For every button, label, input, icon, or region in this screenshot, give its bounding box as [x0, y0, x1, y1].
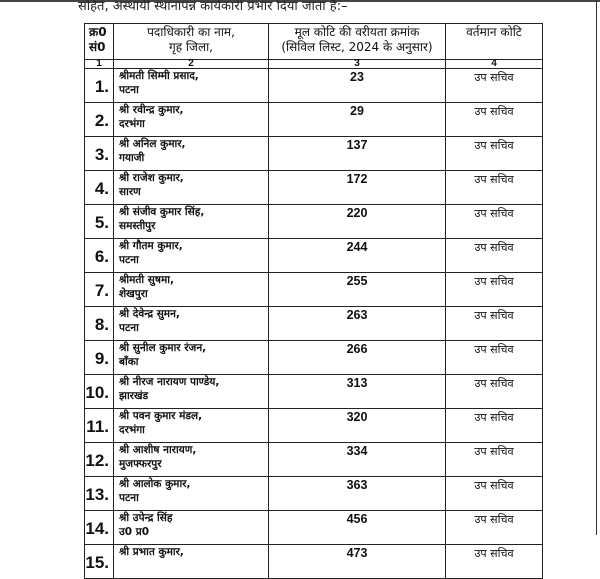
home-district: पटना [119, 492, 139, 504]
home-district: समस्तीपुर [119, 220, 156, 232]
column-number: 1 [85, 60, 114, 69]
seniority-number: 172 [269, 171, 446, 205]
current-post: उप सचिव [446, 137, 543, 171]
serial-number: 15. [85, 545, 114, 579]
current-post: उप सचिव [446, 103, 543, 137]
home-district: मुजफ्फरपुर [119, 458, 162, 470]
home-district: सारण [119, 186, 141, 198]
serial-number: 14. [85, 511, 114, 545]
header-name [114, 24, 269, 60]
header-seniority [269, 24, 446, 60]
officer-name: श्रीमती सिम्मी प्रसाद, [119, 70, 199, 82]
home-district: उ0 प्र0 [119, 526, 149, 538]
serial-number: 3. [85, 137, 114, 171]
current-post: उप सचिव [446, 69, 543, 103]
officer-cell [114, 477, 269, 511]
header-name-line2: गृह जिला, [168, 40, 213, 54]
current-post: उप सचिव [446, 477, 543, 511]
header-post [446, 24, 543, 60]
current-post: उप सचिव [446, 171, 543, 205]
seniority-number: 263 [269, 307, 446, 341]
serial-number: 9. [85, 341, 114, 375]
officer-cell [114, 171, 269, 205]
home-district: शेखपुरा [119, 288, 148, 300]
table-row [85, 409, 543, 443]
header-seniority-line1: मूल कोटि की वरीयता क्रमांक [294, 25, 420, 39]
officer-name: श्री पवन कुमार मंडल, [119, 410, 203, 422]
serial-number: 11. [85, 409, 114, 443]
officer-cell [114, 103, 269, 137]
table-row [85, 171, 543, 205]
column-number: 2 [114, 60, 269, 69]
header-serial [85, 24, 114, 60]
officer-name: श्री अनिल कुमार, [119, 138, 186, 150]
current-post: उप सचिव [446, 205, 543, 239]
current-post: उप सचिव [446, 443, 543, 477]
table-row [85, 307, 543, 341]
seniority-number: 334 [269, 443, 446, 477]
officer-cell [114, 409, 269, 443]
header-seniority-line2: (सिविल लिस्ट, 2024 के अनुसार) [281, 40, 433, 54]
officer-cell [114, 69, 269, 103]
officer-name: श्री उपेन्द्र सिंह [119, 512, 173, 524]
current-post: उप सचिव [446, 375, 543, 409]
serial-number: 12. [85, 443, 114, 477]
seniority-number: 473 [269, 545, 446, 579]
table-row [85, 273, 543, 307]
seniority-number: 255 [269, 273, 446, 307]
officer-name: श्रीमती सुषमा, [119, 274, 174, 286]
header-row [85, 24, 543, 60]
column-number-row [85, 60, 543, 69]
serial-number: 7. [85, 273, 114, 307]
officer-name: श्री आलोक कुमार, [119, 478, 191, 490]
officer-name: श्री सुनील कुमार रंजन, [119, 342, 207, 354]
officer-name: श्री गौतम कुमार, [119, 240, 183, 252]
header-name-line1: पदाधिकारी का नाम, [147, 25, 235, 39]
officer-cell [114, 137, 269, 171]
officer-cell [114, 341, 269, 375]
home-district: झारखंड [119, 390, 149, 402]
serial-number: 4. [85, 171, 114, 205]
officer-name: श्री राजेश कुमार, [119, 172, 184, 184]
officer-cell [114, 307, 269, 341]
current-post: उप सचिव [446, 409, 543, 443]
officer-name: श्री रवीन्द्र कुमार, [119, 104, 184, 116]
seniority-number: 23 [269, 69, 446, 103]
table-row [85, 443, 543, 477]
table-row [85, 545, 543, 579]
home-district: गयाजी [119, 152, 145, 164]
column-number: 4 [446, 60, 543, 69]
seniority-number: 266 [269, 341, 446, 375]
serial-number: 2. [85, 103, 114, 137]
header-serial-line1: क्र0 [89, 25, 107, 39]
officer-cell [114, 511, 269, 545]
officer-cell [114, 239, 269, 273]
officer-name: श्री संजीव कुमार सिंह, [119, 206, 205, 218]
table-row [85, 375, 543, 409]
header-serial-line2: सं0 [89, 40, 106, 54]
seniority-number: 456 [269, 511, 446, 545]
table-row [85, 205, 543, 239]
serial-number: 13. [85, 477, 114, 511]
serial-number: 6. [85, 239, 114, 273]
seniority-number: 244 [269, 239, 446, 273]
officer-cell [114, 443, 269, 477]
serial-number: 1. [85, 69, 114, 103]
page-right-border [596, 0, 597, 535]
seniority-number: 320 [269, 409, 446, 443]
officer-cell [114, 273, 269, 307]
current-post: उप सचिव [446, 511, 543, 545]
table-row [85, 239, 543, 273]
home-district: पटना [119, 254, 139, 266]
current-post: उप सचिव [446, 545, 543, 579]
seniority-number: 29 [269, 103, 446, 137]
home-district: बाँका [119, 356, 139, 368]
table-row [85, 69, 543, 103]
serial-number: 8. [85, 307, 114, 341]
table-row [85, 477, 543, 511]
officer-table [84, 23, 543, 579]
current-post: उप सचिव [446, 307, 543, 341]
table-row [85, 103, 543, 137]
table-row [85, 137, 543, 171]
home-district: दरभंगा [119, 424, 145, 436]
current-post: उप सचिव [446, 341, 543, 375]
seniority-number: 137 [269, 137, 446, 171]
serial-number: 10. [85, 375, 114, 409]
seniority-number: 363 [269, 477, 446, 511]
home-district: पटना [119, 84, 139, 96]
officer-cell [114, 375, 269, 409]
officer-name: श्री आशीष नारायण, [119, 444, 197, 456]
officer-cell [114, 205, 269, 239]
table-row [85, 341, 543, 375]
home-district: दरभंगा [119, 118, 145, 130]
home-district: पटना [119, 322, 139, 334]
officer-name: श्री प्रभात कुमार, [119, 546, 184, 558]
officer-name: श्री नीरज नारायण पाण्डेय, [119, 376, 220, 388]
intro-text: सहित, अस्थायी स्थानापन्न कार्यकारी प्रभार दिया जाता है:– [78, 0, 348, 14]
officer-cell [114, 545, 269, 579]
seniority-number: 220 [269, 205, 446, 239]
column-number: 3 [269, 60, 446, 69]
header-post-line1: वर्तमान कोटि [466, 25, 522, 39]
current-post: उप सचिव [446, 239, 543, 273]
table-row [85, 511, 543, 545]
serial-number: 5. [85, 205, 114, 239]
current-post: उप सचिव [446, 273, 543, 307]
seniority-number: 313 [269, 375, 446, 409]
officer-name: श्री देवेन्द्र सुमन, [119, 308, 180, 320]
